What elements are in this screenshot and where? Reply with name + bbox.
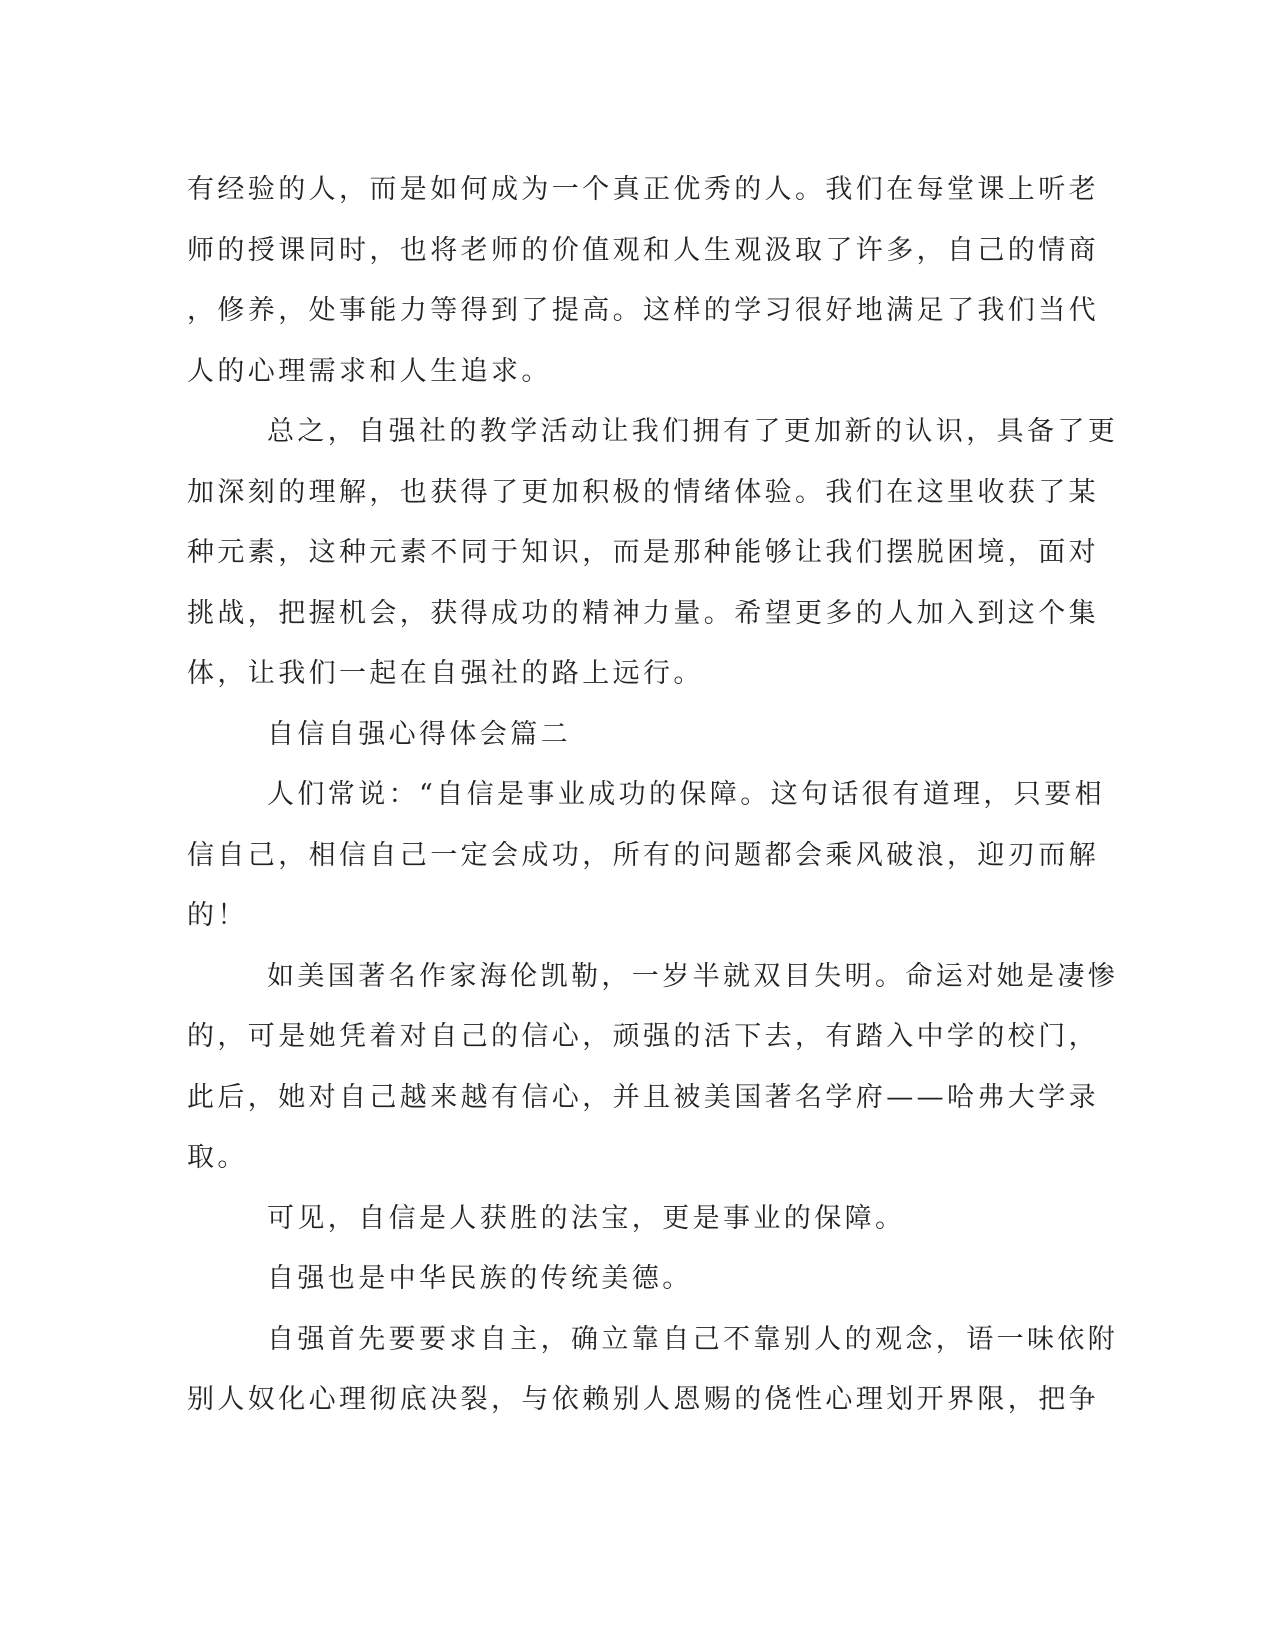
text-line: 总之，自强社的教学活动让我们拥有了更加新的认识，具备了更 <box>267 416 1119 447</box>
heading-line: 自信自强心得体会篇二 <box>267 718 571 750</box>
text-line: 此后，她对自己越来越有信心，并且被美国著名学府——哈弗大学录 <box>187 1081 1099 1113</box>
text-line: 有经验的人，而是如何成为一个真正优秀的人。我们在每堂课上听老 <box>187 174 1099 205</box>
body-text <box>187 160 1119 1431</box>
text-line: 可见，自信是人获胜的法宝，更是事业的保障。 <box>267 1202 906 1234</box>
text-line: ，修养，处事能力等得到了提高。这样的学习很好地满足了我们当代 <box>187 295 1099 326</box>
text-line: 师的授课同时，也将老师的价值观和人生观汲取了许多，自己的情商 <box>187 234 1099 266</box>
paragraph-3 <box>187 765 1106 947</box>
paragraph-4 <box>187 947 1119 1189</box>
paragraph-2 <box>187 402 1119 705</box>
section-heading <box>187 705 1067 766</box>
text-line: 挑战，把握机会，获得成功的精神力量。希望更多的人加入到这个集 <box>187 597 1099 629</box>
text-line: 的，可是她凭着对自己的信心，顽强的活下去，有踏入中学的校门， <box>187 1021 1099 1052</box>
text-line: 的！ <box>187 900 248 931</box>
paragraph-7 <box>187 1310 1119 1431</box>
paragraph-5 <box>187 1189 1067 1250</box>
text-line: 种元素，这种元素不同于知识，而是那种能够让我们摆脱困境，面对 <box>187 537 1099 568</box>
text-line: 自强首先要要求自主，确立靠自己不靠别人的观念，语一味依附 <box>267 1323 1119 1355</box>
text-line: 加深刻的理解，也获得了更加积极的情绪体验。我们在这里收获了某 <box>187 476 1099 508</box>
text-line: 取。 <box>187 1142 248 1173</box>
text-line: 人的心理需求和人生追求。 <box>187 355 552 387</box>
paragraph-1 <box>187 160 1099 402</box>
text-line: 信自己，相信自己一定会成功，所有的问题都会乘风破浪，迎刃而解 <box>187 839 1099 871</box>
paragraph-6 <box>187 1249 1067 1310</box>
text-line: 体，让我们一起在自强社的路上远行。 <box>187 658 704 689</box>
text-line: 如美国著名作家海伦凯勒，一岁半就双目失明。命运对她是凄惨 <box>267 960 1119 992</box>
text-line: 人们常说：“自信是事业成功的保障。这句话很有道理，只要相 <box>267 779 1106 810</box>
text-line: 别人奴化心理彻底决裂，与依赖别人恩赐的侥性心理划开界限，把争 <box>187 1384 1099 1415</box>
text-line: 自强也是中华民族的传统美德。 <box>267 1263 693 1294</box>
